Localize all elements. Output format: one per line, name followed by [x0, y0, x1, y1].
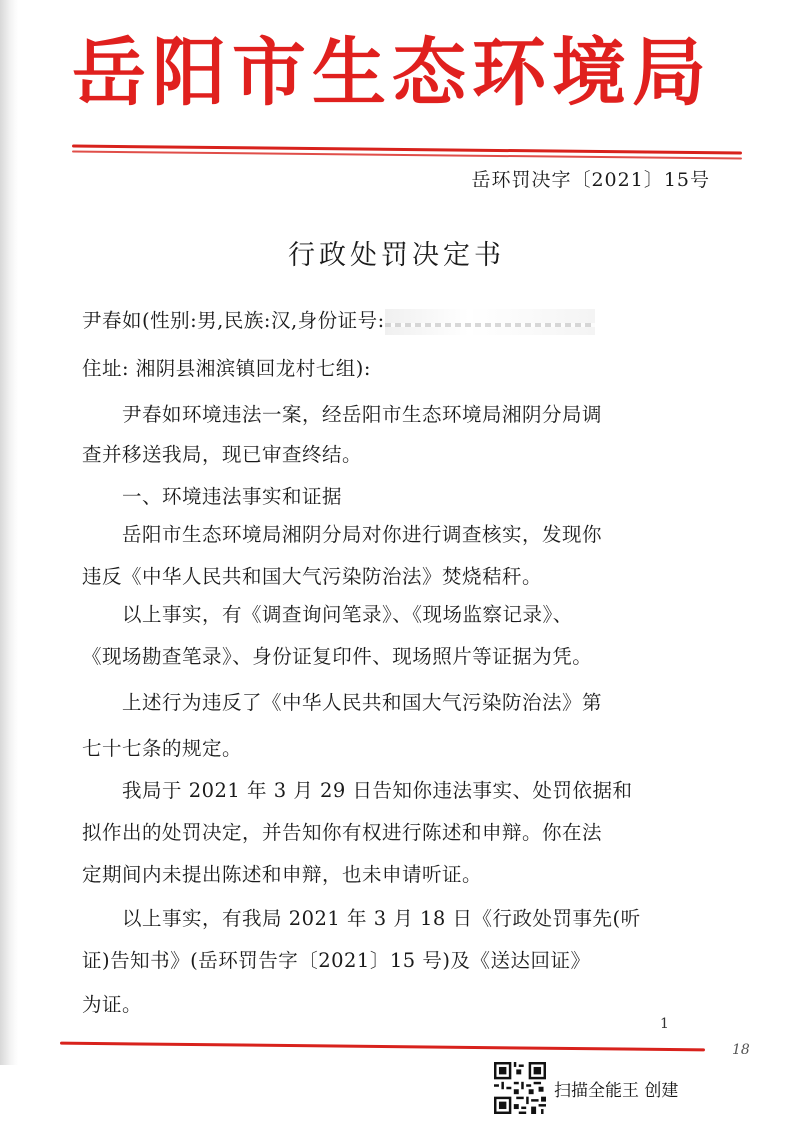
- body-line: 以上事实，有《调查询问笔录》、《现场监察记录》、: [122, 603, 573, 626]
- body-line: 以上事实，有我局 2021 年 3 月 18 日《行政处罚事先(听: [122, 907, 641, 930]
- body-line: 七十七条的规定。: [82, 737, 243, 760]
- body-line: 上述行为违反了《中华人民共和国大气污染防治法》第: [122, 691, 603, 714]
- party-line-2: 住址: 湘阴县湘滨镇回龙村七组):: [82, 357, 371, 380]
- body-line: 拟作出的处罚决定，并告知你有权进行陈述和申辩。你在法: [82, 821, 603, 844]
- body-line: 证)告知书》(岳环罚告字〔2021〕15 号)及《送达回证》: [82, 949, 591, 972]
- qr-code-icon: [494, 1062, 546, 1114]
- body-line: 查并移送我局，现已审查终结。: [82, 443, 363, 466]
- body-line: 《现场勘查笔录》、身份证复印件、现场照片等证据为凭。: [82, 645, 593, 668]
- letterhead-title: 岳阳市生态环境局: [72, 30, 712, 116]
- document-number: 岳环罚决字〔2021〕15号: [471, 169, 710, 191]
- footer-rule: [60, 1042, 705, 1052]
- body-line: 违反《中华人民共和国大气污染防治法》焚烧秸秆。: [82, 565, 543, 588]
- body-line: 一、环境违法事实和证据: [122, 485, 343, 508]
- corner-mark: 18: [732, 1042, 750, 1058]
- page-number: 1: [660, 1016, 669, 1032]
- body-line: 尹春如环境违法一案，经岳阳市生态环境局湘阴分局调: [122, 403, 603, 426]
- body-line: 岳阳市生态环境局湘阴分局对你进行调查核实，发现你: [122, 523, 603, 546]
- body-line: 我局于 2021 年 3 月 29 日告知你违法事实、处罚依据和: [122, 779, 633, 802]
- party-info-prefix: 尹春如(性别:男,民族:汉,身份证号:: [82, 309, 385, 332]
- party-line-1: [82, 306, 595, 336]
- scanner-watermark: 扫描全能王 创建: [554, 1081, 679, 1101]
- redacted-id-number: [385, 309, 595, 335]
- body-line: 为证。: [82, 993, 143, 1016]
- decision-title: 行政处罚决定书: [288, 240, 505, 271]
- scan-shadow-edge: [0, 0, 18, 1065]
- body-line: 定期间内未提出陈述和申辩，也未申请听证。: [82, 863, 483, 886]
